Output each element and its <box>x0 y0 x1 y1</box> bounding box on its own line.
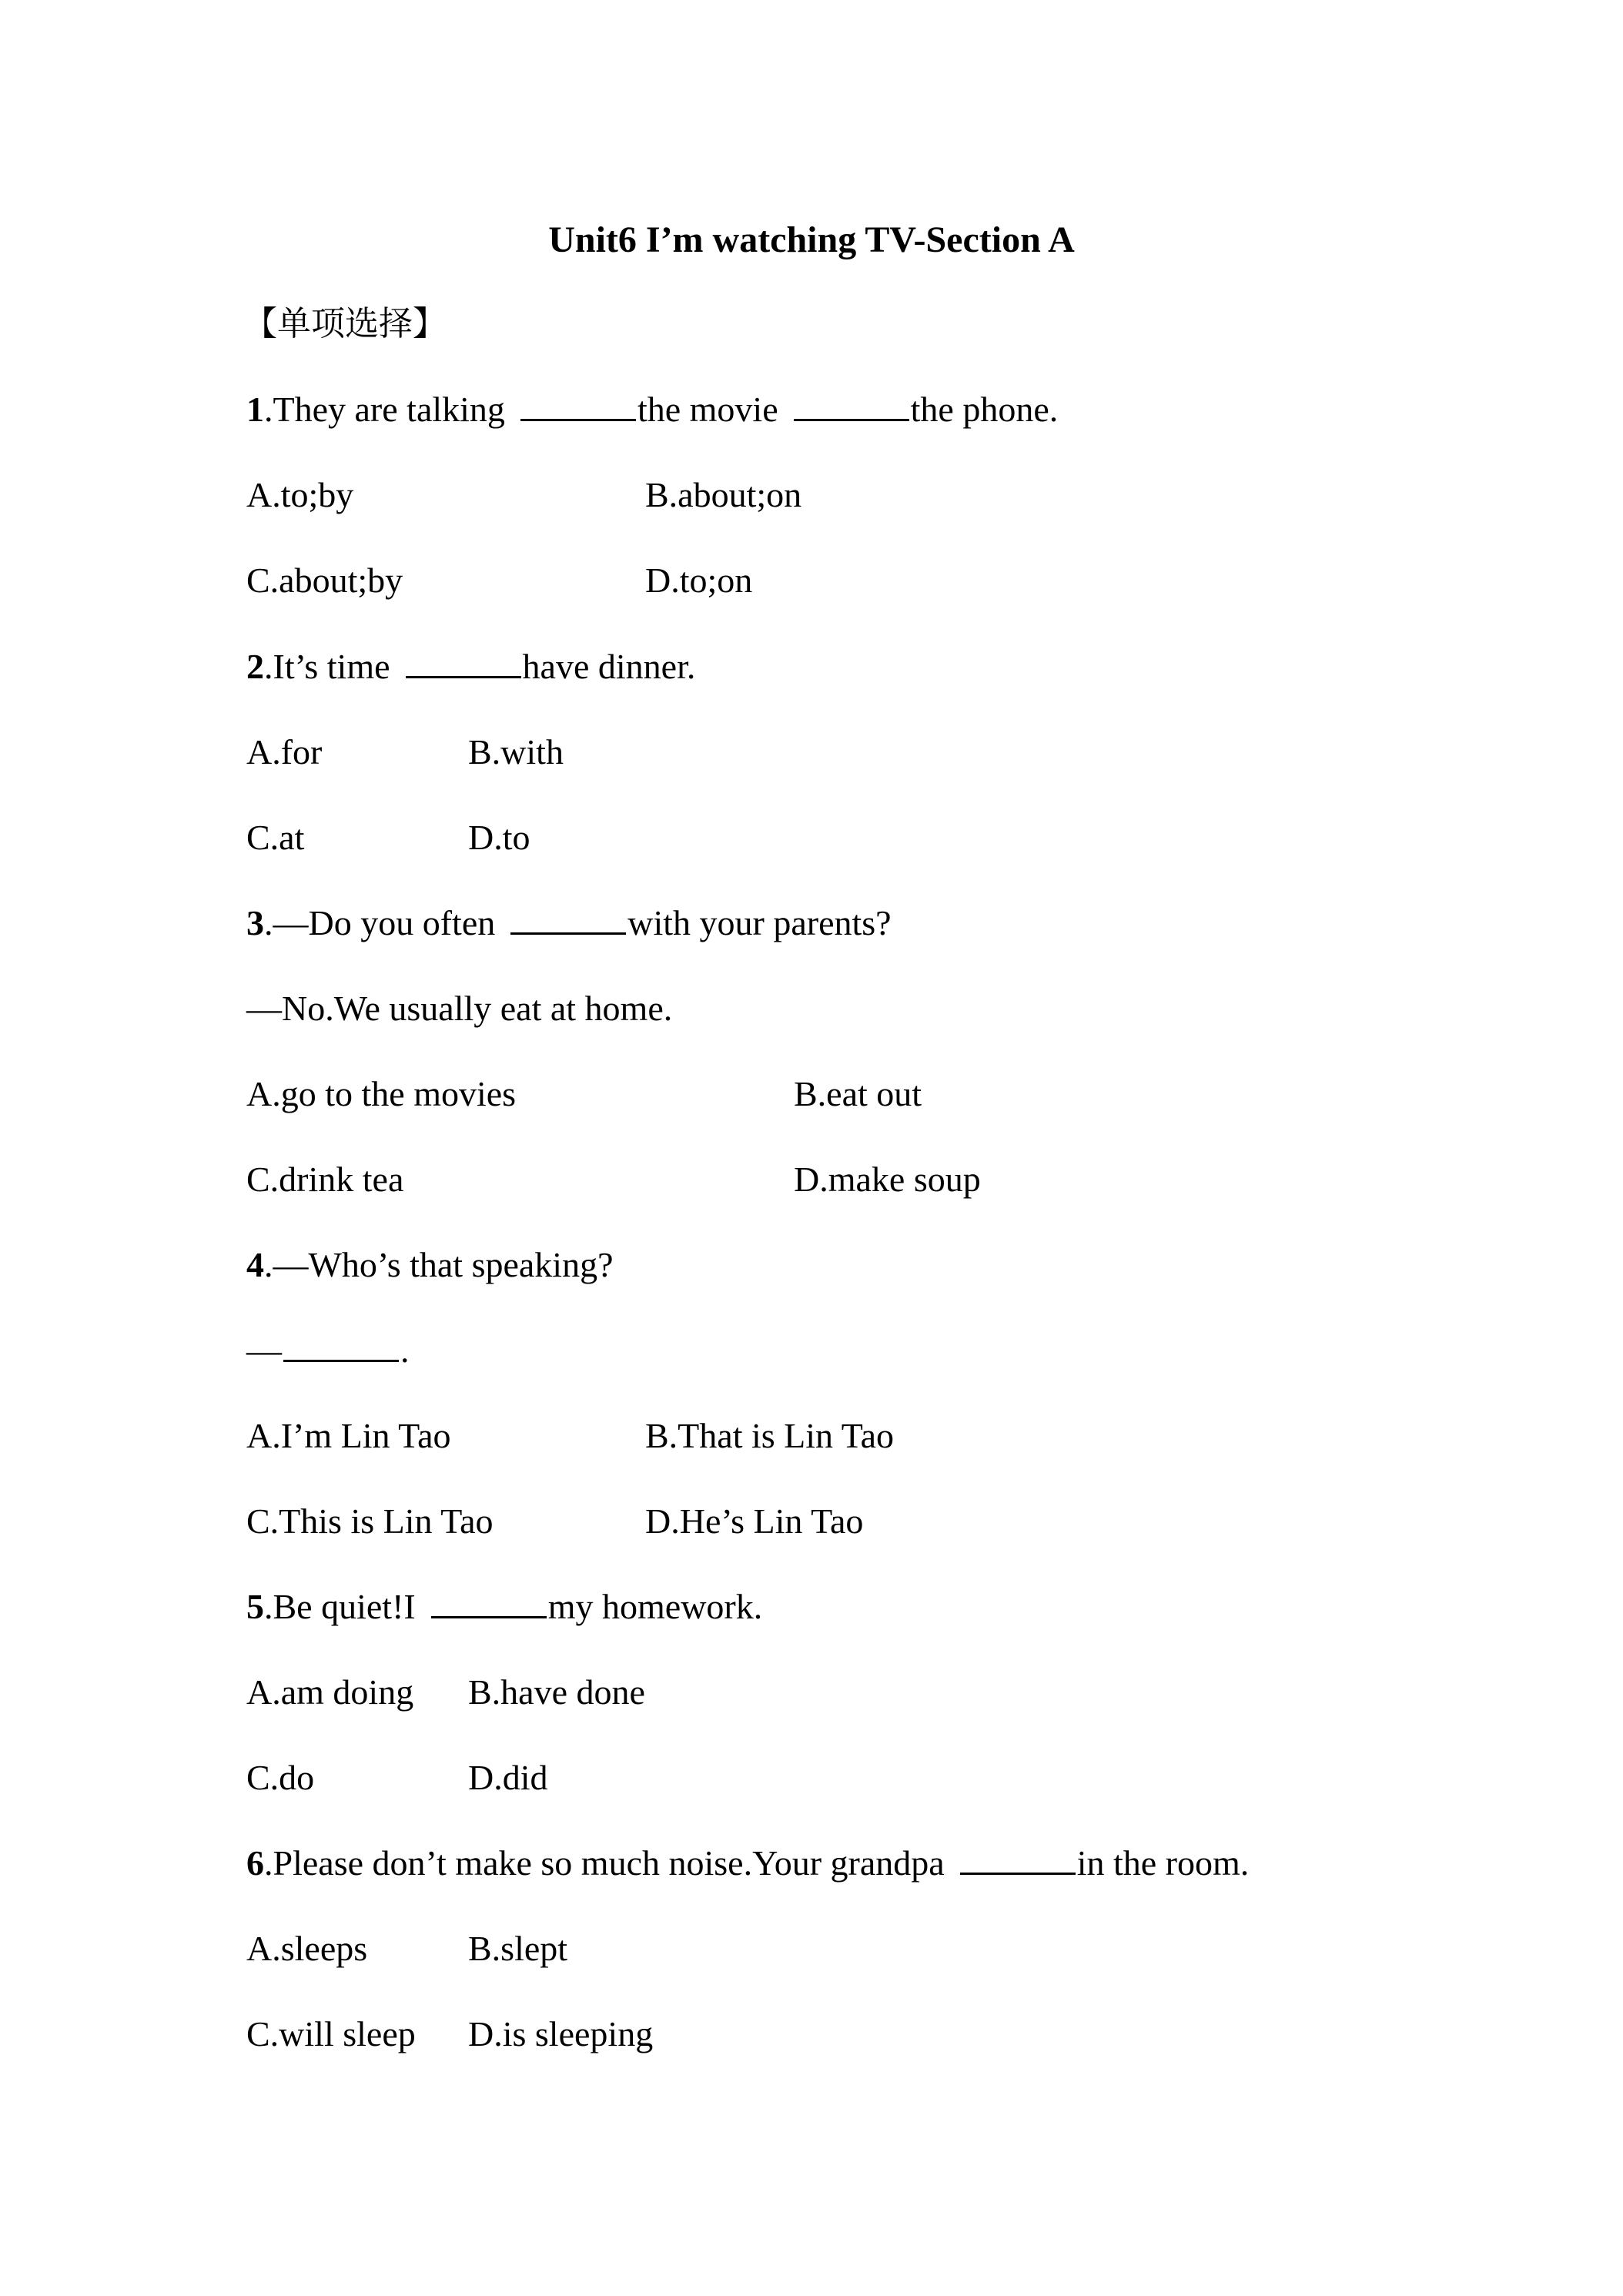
question-3 <box>246 902 892 945</box>
option-d: D.is sleeping <box>468 2014 654 2053</box>
question-6 <box>246 1842 1249 1885</box>
question-number: 4 <box>246 1245 264 1284</box>
option-c: C.will sleep <box>246 2014 416 2053</box>
option-c: C.do <box>246 1758 315 1797</box>
question-text: have dinner. <box>522 647 696 686</box>
question-5 <box>246 1585 762 1628</box>
option-a: A.am doing <box>246 1672 414 1712</box>
question-text: the movie <box>637 390 778 429</box>
option-d: D.did <box>468 1758 548 1797</box>
section-header: 【单项选择】 <box>243 304 447 343</box>
question-4-reply <box>246 1329 410 1372</box>
option-a: A.I’m Lin Tao <box>246 1416 451 1455</box>
question-text: .—Do you often <box>264 903 496 942</box>
question-text: .It’s time <box>264 647 390 686</box>
option-b: B.have done <box>468 1672 645 1712</box>
answer-blank <box>431 1585 547 1618</box>
question-number: 5 <box>246 1587 264 1626</box>
question-text: my homework. <box>547 1587 763 1626</box>
option-d: D.to;on <box>645 561 753 600</box>
question-text: .They are talking <box>264 390 505 429</box>
reply-dash: — <box>246 1330 282 1370</box>
question-number: 1 <box>246 390 264 429</box>
question-text: .Be quiet!I <box>264 1587 416 1626</box>
option-b: B.with <box>468 732 564 771</box>
option-b: B.eat out <box>794 1074 922 1113</box>
option-a: A.go to the movies <box>246 1074 517 1113</box>
option-b: B.That is Lin Tao <box>645 1416 895 1455</box>
option-c: C.about;by <box>246 561 403 600</box>
reply-period: . <box>400 1330 410 1370</box>
option-b: B.slept <box>468 1929 568 1968</box>
question-text: with your parents? <box>627 903 892 942</box>
question-text: .—Who’s that speaking? <box>264 1245 614 1284</box>
option-a: A.for <box>246 732 323 771</box>
question-1 <box>246 388 1058 431</box>
question-text: in the room. <box>1076 1843 1250 1883</box>
option-c: C.This is Lin Tao <box>246 1501 494 1541</box>
answer-blank <box>283 1329 399 1362</box>
answer-blank <box>794 388 909 421</box>
option-a: A.to;by <box>246 475 354 514</box>
answer-blank <box>520 388 636 421</box>
question-text: .Please don’t make so much noise.Your grandpa <box>264 1843 945 1883</box>
question-text: the phone. <box>910 390 1059 429</box>
worksheet-title: Unit6 I’m watching TV-Section A <box>548 219 1075 260</box>
question-3-reply: —No.We usually eat at home. <box>246 989 673 1028</box>
answer-blank <box>960 1842 1076 1875</box>
question-2 <box>246 645 695 688</box>
option-b: B.about;on <box>645 475 802 514</box>
answer-blank <box>510 902 626 935</box>
question-number: 3 <box>246 903 264 942</box>
question-number: 6 <box>246 1843 264 1883</box>
option-d: D.He’s Lin Tao <box>645 1501 864 1541</box>
option-d: D.to <box>468 818 530 857</box>
question-number: 2 <box>246 647 264 686</box>
option-c: C.drink tea <box>246 1160 404 1199</box>
answer-blank <box>406 645 521 678</box>
option-d: D.make soup <box>794 1160 981 1199</box>
option-a: A.sleeps <box>246 1929 368 1968</box>
question-4 <box>246 1243 614 1287</box>
option-c: C.at <box>246 818 305 857</box>
